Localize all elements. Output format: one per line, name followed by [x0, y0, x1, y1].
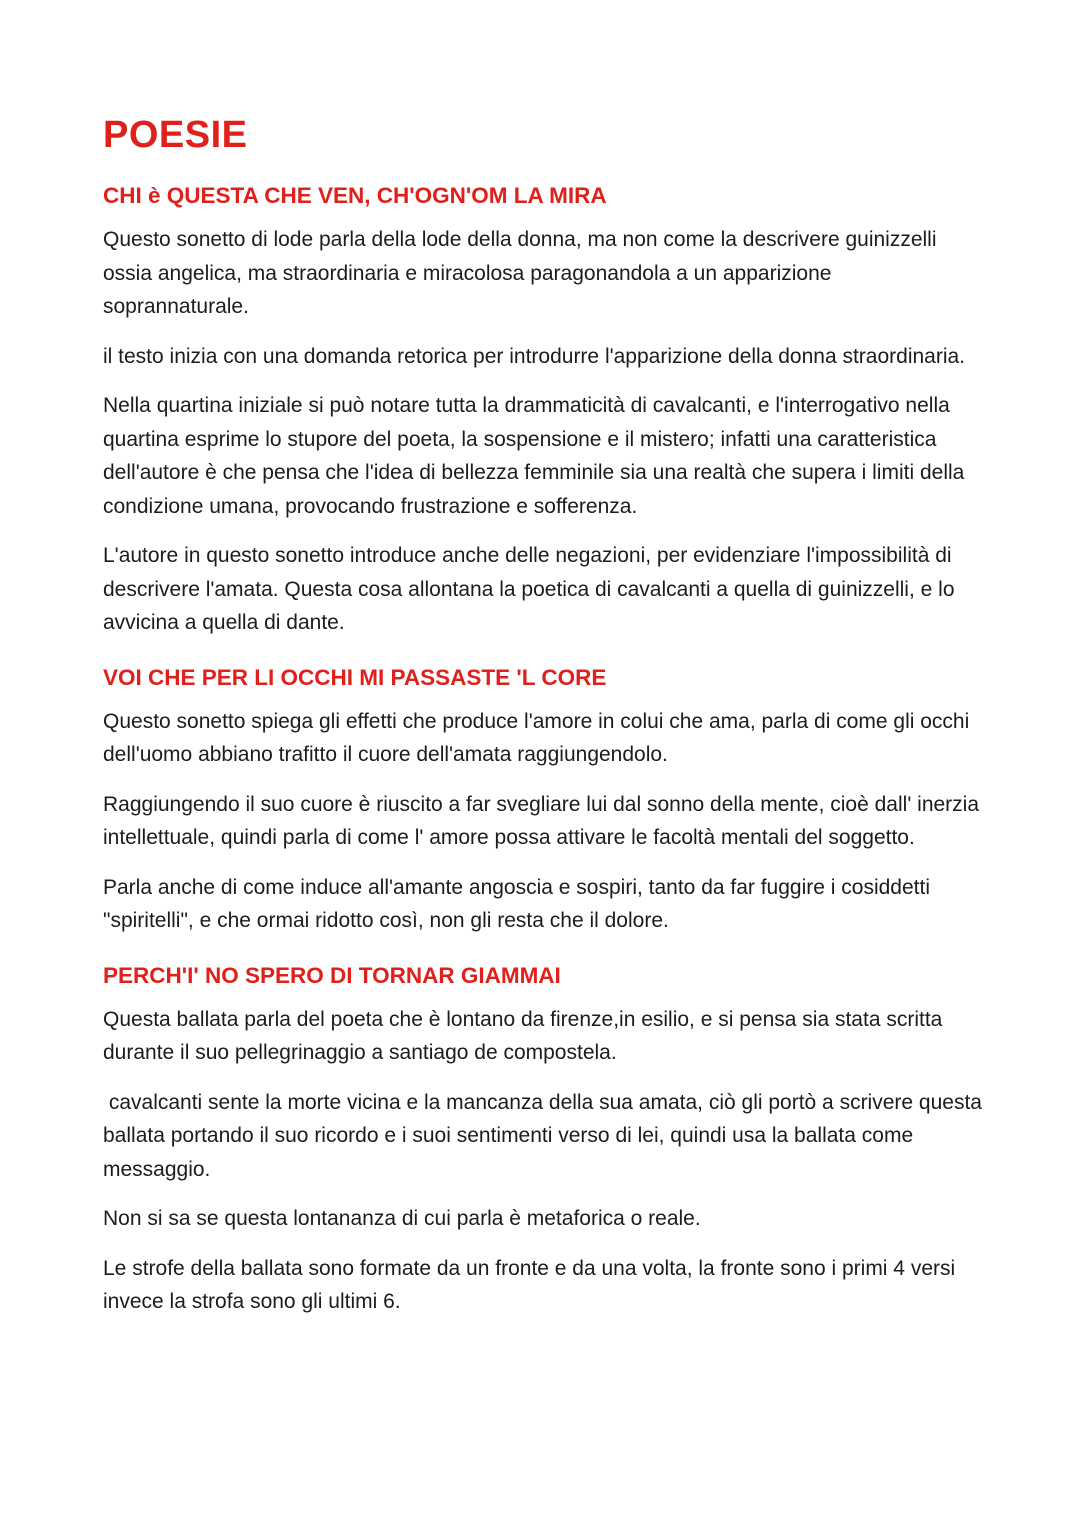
paragraph: Parla anche di come induce all'amante angoscia e sospiri, tanto da far fuggire i cosiddetti "spiritelli", e che ormai ridotto così, non gli resta che il dolore. [103, 875, 936, 932]
page-title: POESIE [103, 114, 248, 156]
section-heading-perchi-no-spero: PERCH'I' NO SPERO DI TORNAR GIAMMAI [103, 962, 561, 988]
paragraph: Nella quartina iniziale si può notare tutta la drammaticità di cavalcanti, e l'interrogativo nella quartina esprime lo stupore del poeta, la sospensione e il mistero; infatti una caratteristica dell'autore è che pensa che l'idea di bellezza femminile sia una realtà che supera i limiti della condizione umana, provocando frustrazione e sofferenza. [103, 394, 971, 518]
section-chi-e-questa [103, 182, 982, 640]
paragraph: Le strofe della ballata sono formate da un fronte e da una volta, la fronte sono i primi 4 versi invece la strofa sono gli ultimi 6. [103, 1256, 962, 1313]
paragraph: L'autore in questo sonetto introduce anche delle negazioni, per evidenziare l'impossibilità di descrivere l'amata. Questa cosa allontana la poetica di cavalcanti a quella di guinizzelli, e lo avvicina a quella di dante. [103, 544, 961, 634]
paragraph: Non si sa se questa lontananza di cui parla è metaforica o reale. [103, 1207, 701, 1230]
paragraph: il testo inizia con una domanda retorica per introdurre l'apparizione della donna straordinaria. [103, 344, 966, 368]
paragraph: Questo sonetto spiega gli effetti che produce l'amore in colui che ama, parla di come gli occhi dell'uomo abbiano trafitto il cuore dell'amata raggiungendolo. [103, 709, 976, 766]
section-perchi-no-spero [103, 962, 988, 1319]
section-heading-voi-che-per-li-occhi: VOI CHE PER LI OCCHI MI PASSASTE 'L CORE [103, 664, 607, 690]
section-heading-chi-e-questa: CHI è QUESTA CHE VEN, CH'OGN'OM LA MIRA [103, 183, 607, 208]
paragraph: Raggiungendo il suo cuore è riuscito a far svegliare lui dal sonno della mente, cioè dall' inerzia intellettuale, quindi parla di come l' amore possa attivare le facoltà mentali del soggetto. [103, 792, 985, 849]
section-voi-che-per-li-occhi [103, 664, 985, 938]
paragraph: cavalcanti sente la morte vicina e la mancanza della sua amata, ciò gli portò a scrivere questa ballata portando il suo ricordo e i suoi sentimenti verso di lei, quindi usa la ballata come messaggio. [103, 1090, 988, 1181]
paragraph: Questo sonetto di lode parla della lode della donna, ma non come la descrivere guinizzelli ossia angelica, ma straordinaria e miracolosa paragonandola a un apparizione soprannaturale. [103, 228, 943, 318]
paragraph: Questa ballata parla del poeta che è lontano da firenze,in esilio, e si pensa sia stata scritta durante il suo pellegrinaggio a santiago de compostela. [103, 1007, 949, 1064]
